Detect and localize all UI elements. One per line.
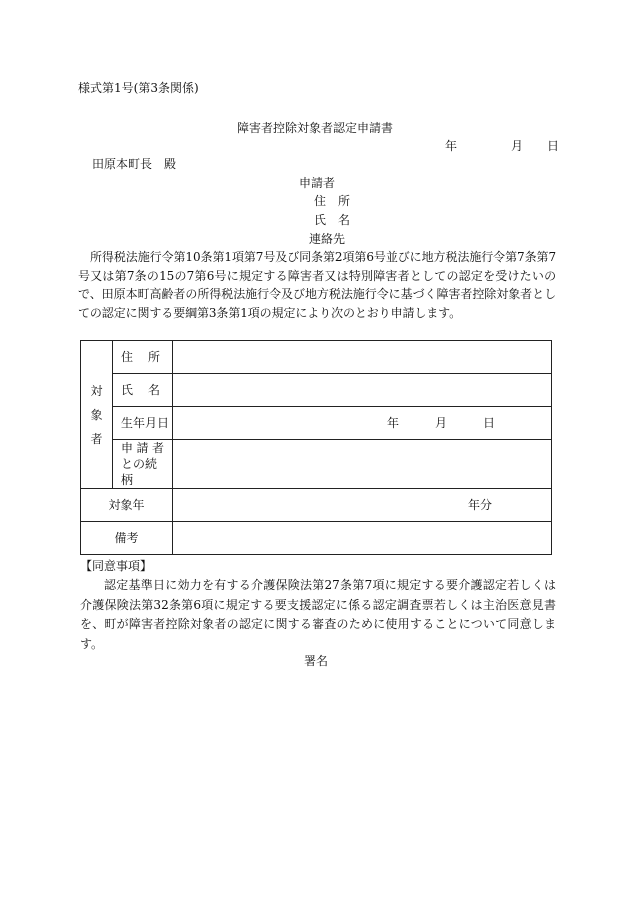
target-year-field[interactable] bbox=[173, 489, 552, 522]
dob-year-unit: 年 bbox=[387, 416, 400, 430]
target-year-suffix: 年分 bbox=[468, 498, 493, 512]
address-label: 住 所 bbox=[113, 341, 173, 374]
group-label-char: 者 bbox=[90, 431, 103, 446]
table-row-relation bbox=[81, 440, 552, 489]
table-row-address bbox=[81, 341, 552, 374]
applicant-heading: 申請者 bbox=[299, 176, 336, 190]
application-date bbox=[445, 138, 559, 154]
group-label-char: 対 bbox=[90, 383, 103, 398]
group-label-char: 象 bbox=[90, 407, 103, 422]
dob-field[interactable] bbox=[173, 407, 552, 440]
table-row-dob bbox=[81, 407, 552, 440]
relation-field[interactable] bbox=[173, 440, 552, 489]
dob-label: 生年月日 bbox=[113, 407, 173, 440]
application-statement: 所得税法施行令第10条第1項第7号及び同条第2項第6号並びに地方税法施行令第7条第7号又は第7条の15の7第6号に規定する障害者又は特別障害者としての認定を受けたいので、田原本町高齢者の所得税法施行令及び地方税法施行令に基づく障害者控除対象者としての認定に関する要綱第3条第1項の規定により次のとおり申請します。 bbox=[78, 250, 556, 320]
consent-heading: 【同意事項】 bbox=[80, 559, 153, 573]
document-title: 障害者控除対象者認定申請書 bbox=[236, 121, 393, 135]
relation-label: 申 請 者 との続柄 bbox=[113, 440, 173, 489]
date-day-unit: 日 bbox=[547, 139, 560, 153]
date-month-unit: 月 bbox=[511, 139, 524, 153]
target-year-label: 対象年 bbox=[81, 489, 173, 522]
dob-month-unit: 月 bbox=[435, 416, 448, 430]
target-person-group-label bbox=[81, 341, 113, 489]
remarks-field[interactable] bbox=[173, 522, 552, 555]
dob-day-unit: 日 bbox=[483, 416, 496, 430]
name-label: 氏 名 bbox=[113, 374, 173, 407]
signature-label: 署名 bbox=[304, 654, 329, 668]
date-year-unit: 年 bbox=[445, 139, 458, 153]
table-row-name bbox=[81, 374, 552, 407]
name-field[interactable] bbox=[173, 374, 552, 407]
form-number: 様式第1号(第3条関係) bbox=[78, 81, 199, 95]
consent-statement: 認定基準日に効力を有する介護保険法第27条第7項に規定する要介護認定若しくは介護保険法第32条第6項に規定する要支援認定に係る認定調査票若しくは主治医意見書を、町が障害者控除対象者の認定に関する審査のために使用することについて同意します。 bbox=[80, 578, 556, 651]
address-field[interactable] bbox=[173, 341, 552, 374]
applicant-name-label: 氏 名 bbox=[314, 213, 351, 227]
table-row-target-year bbox=[81, 489, 552, 522]
target-person-table bbox=[80, 340, 552, 555]
applicant-address-label: 住 所 bbox=[314, 194, 351, 208]
addressee: 田原本町長 殿 bbox=[92, 157, 177, 171]
applicant-contact-label: 連絡先 bbox=[309, 232, 346, 246]
table-row-remarks bbox=[81, 522, 552, 555]
remarks-label: 備考 bbox=[81, 522, 173, 555]
